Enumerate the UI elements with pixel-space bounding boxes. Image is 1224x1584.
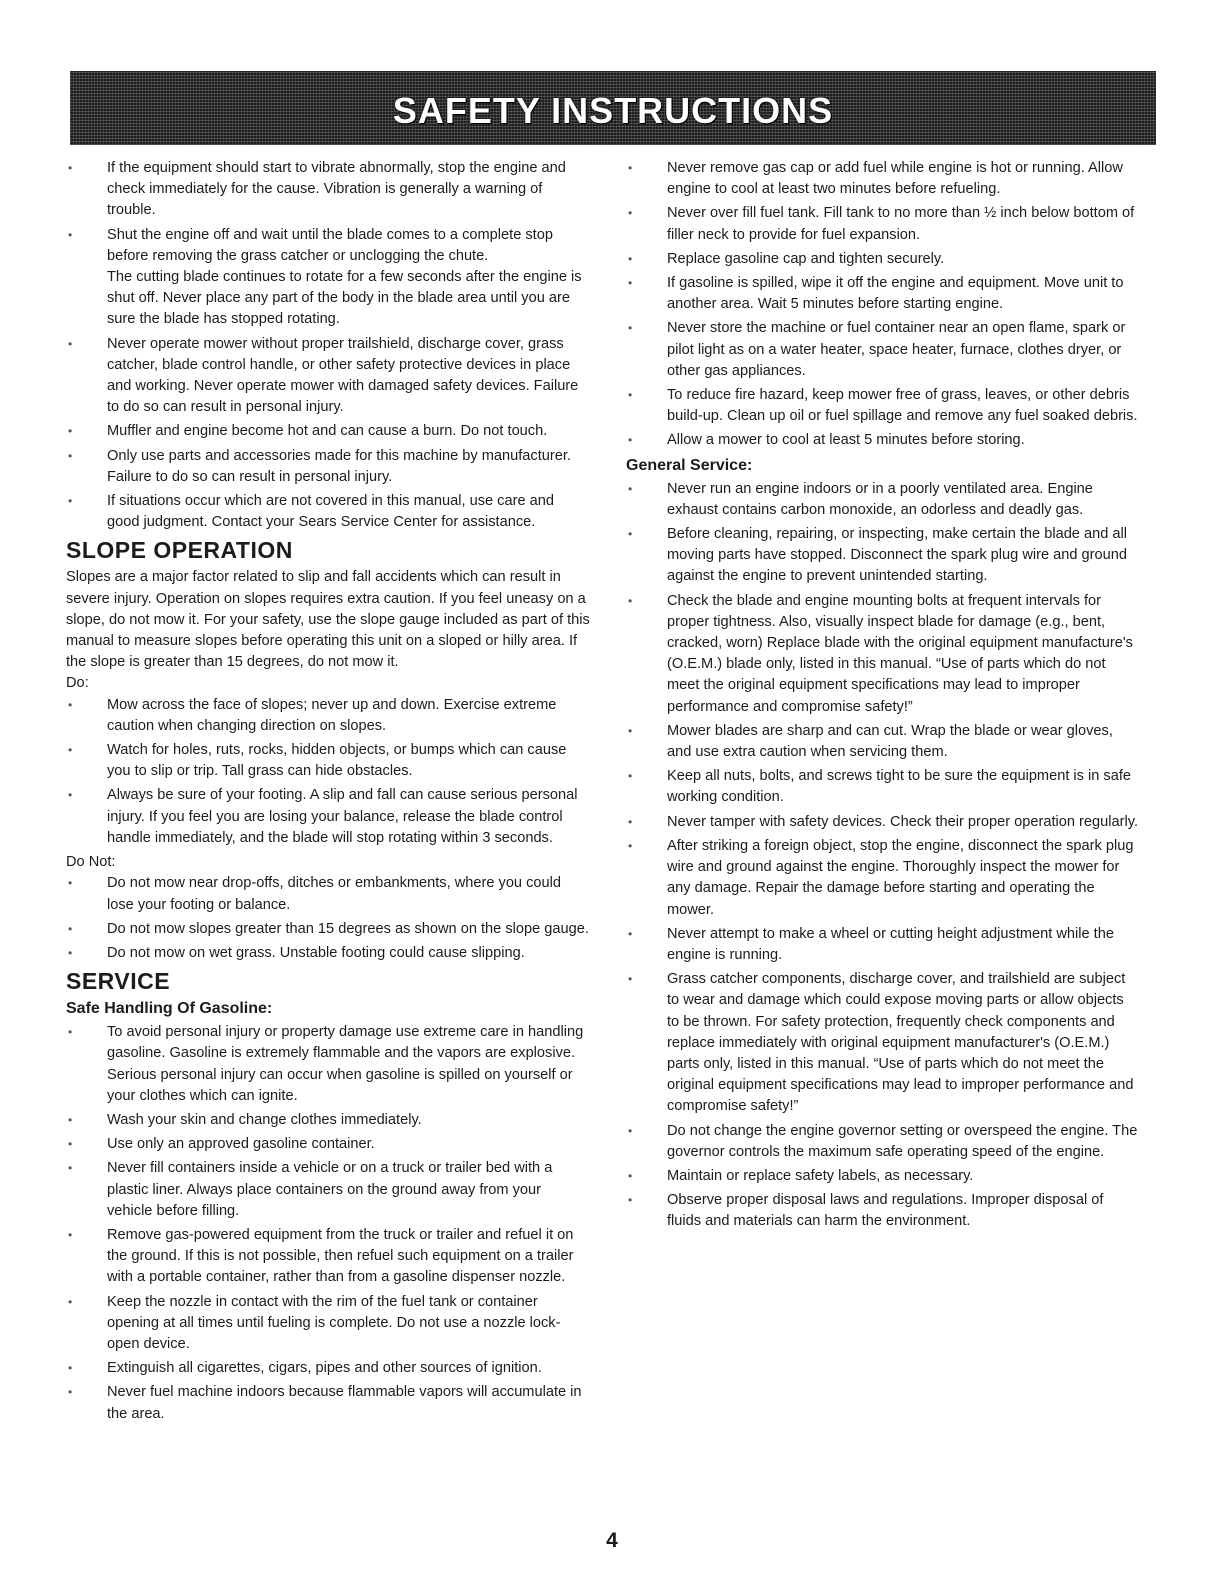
list-item-note: The cutting blade continues to rotate for a few seconds after the engine is shut off. Never place any part of the body in the blade area until you are sure the blade has stopped rotating. (107, 269, 582, 328)
list-item: • Always be sure of your footing. A slip and fall can cause serious personal injury. If you feel you are losing your balance, release the blade control handle immediately, and the blade will stop rotating within 3 seconds. (66, 785, 590, 849)
list-item: • Never operate mower without proper trailshield, discharge cover, grass catcher, blade control handle, or other safety protective devices in place and working. Never operate mower with damaged safety devices. Failure to do so can result in personal injury. (66, 334, 590, 419)
list-item: • To reduce fire hazard, keep mower free of grass, leaves, or other debris build-up. Clean up oil or fuel spillage and remove any fuel soaked debris. (626, 385, 1138, 427)
list-item: • Check the blade and engine mounting bolts at frequent intervals for proper tightness. Also, visually inspect blade for damage (e.g., bent, cracked, worn) Replace blade with the original equipment manufacture's (O.E.M.) blade only, listed in this manual. “Use of parts which do not meet the original equipment specifications may lead to improper performance and compromise safety!” (626, 591, 1138, 718)
list-item: • Never run an engine indoors or in a poorly ventilated area. Engine exhaust contains carbon monoxide, an odorless and deadly gas. (626, 479, 1138, 521)
do-not-label: Do Not: (66, 854, 116, 871)
list-item: • Mow across the face of slopes; never up and down. Exercise extreme caution when changing direction on slopes. (66, 695, 590, 737)
slope-do-list (66, 695, 590, 849)
general-service-list (626, 479, 1138, 1233)
do-label: Do: (66, 675, 89, 692)
list-item: • Never fuel machine indoors because flammable vapors will accumulate in the area. (66, 1382, 590, 1424)
list-item: • Use only an approved gasoline container. (66, 1134, 590, 1155)
list-item: • Allow a mower to cool at least 5 minutes before storing. (626, 430, 1138, 451)
gasoline-handling-subheading: Safe Handling Of Gasoline: (66, 1000, 273, 1018)
list-item (66, 225, 590, 331)
list-item: • Do not change the engine governor setting or overspeed the engine. The governor controls the maximum safe operating speed of the engine. (626, 1121, 1138, 1163)
list-item: • If gasoline is spilled, wipe it off the engine and equipment. Move unit to another area. Wait 5 minutes before starting engine. (626, 273, 1138, 315)
list-item: • Only use parts and accessories made for this machine by manufacturer. Failure to do so can result in personal injury. (66, 446, 590, 488)
list-item: • If the equipment should start to vibrate abnormally, stop the engine and check immediately for the cause. Vibration is generally a warning of trouble. (66, 158, 590, 222)
list-item: • To avoid personal injury or property damage use extreme care in handling gasoline. Gasoline is extremely flammable and the vapors are explosive. Serious personal injury can occur when gasoline is spilled on yourself or your clothes which can ignite. (66, 1022, 590, 1107)
list-item: • Remove gas-powered equipment from the truck or trailer and refuel it on the ground. If this is not possible, then refuel such equipment on a trailer with a portable container, rather than from a gasoline dispenser nozzle. (66, 1225, 590, 1289)
gasoline-handling-list (66, 1022, 590, 1425)
list-item: • Extinguish all cigarettes, cigars, pipes and other sources of ignition. (66, 1358, 590, 1379)
left-column (66, 158, 590, 1428)
list-item: • Never over fill fuel tank. Fill tank to no more than ½ inch below bottom of filler neck to provide for fuel expansion. (626, 203, 1138, 245)
list-item: • Watch for holes, ruts, rocks, hidden objects, or bumps which can cause you to slip or trip. Tall grass can hide obstacles. (66, 740, 590, 782)
general-safety-list (66, 158, 590, 533)
list-item: • Do not mow on wet grass. Unstable footing could cause slipping. (66, 943, 590, 964)
slope-operation-text: Slopes are a major factor related to slip and fall accidents which can result in severe injury. Operation on slopes requires extra caution. If you feel uneasy on a slope, do not mow it. For your safety, use the slope gauge included as part of this manual to measure slopes before operating this unit on a sloped or hilly area. If the slope is greater than 15 degrees, do not mow it. (66, 569, 590, 671)
list-item: • Never attempt to make a wheel or cutting height adjustment while the engine is running. (626, 924, 1138, 966)
list-item: • Never tamper with safety devices. Check their proper operation regularly. (626, 812, 1138, 833)
list-item: • Never remove gas cap or add fuel while engine is hot or running. Allow engine to cool at least two minutes before refueling. (626, 158, 1138, 200)
list-item: • Maintain or replace safety labels, as necessary. (626, 1166, 1138, 1187)
general-service-subheading: General Service: (626, 456, 753, 474)
list-item: • Muffler and engine become hot and can cause a burn. Do not touch. (66, 421, 590, 442)
safety-instructions-banner (70, 71, 1156, 145)
list-item: • Keep the nozzle in contact with the rim of the fuel tank or container opening at all times until fueling is complete. Do not use a nozzle lock-open device. (66, 1292, 590, 1356)
list-item: • Wash your skin and change clothes immediately. (66, 1110, 590, 1131)
list-item: • Do not mow slopes greater than 15 degrees as shown on the slope gauge. (66, 919, 590, 940)
list-item: • Before cleaning, repairing, or inspecting, make certain the blade and all moving parts have stopped. Disconnect the spark plug wire and ground against the engine to prevent unintended starting. (626, 524, 1138, 588)
list-item: • Mower blades are sharp and can cut. Wrap the blade or wear gloves, and use extra caution when servicing them. (626, 721, 1138, 763)
list-item: • Observe proper disposal laws and regulations. Improper disposal of fluids and materials can harm the environment. (626, 1190, 1138, 1232)
list-item: • Never fill containers inside a vehicle or on a truck or trailer bed with a plastic liner. Always place containers on the ground away from your vehicle before filling. (66, 1158, 590, 1222)
slope-operation-heading: SLOPE OPERATION (66, 537, 293, 564)
slope-do-not-list (66, 873, 590, 964)
page-number: 4 (606, 1529, 618, 1552)
service-heading: SERVICE (66, 968, 171, 995)
list-item: • Replace gasoline cap and tighten securely. (626, 249, 1138, 270)
list-item: • Never store the machine or fuel container near an open flame, spark or pilot light as on a water heater, space heater, furnace, clothes dryer, or other gas appliances. (626, 318, 1138, 382)
page-title: SAFETY INSTRUCTIONS (392, 90, 834, 131)
list-item: • Keep all nuts, bolts, and screws tight to be sure the equipment is in safe working condition. (626, 766, 1138, 808)
list-item: • Grass catcher components, discharge cover, and trailshield are subject to wear and damage which could expose moving parts or allow objects to be thrown. For safety protection, frequently check components and replace immediately with original equipment manufacturer's (O.E.M.) parts only, listed in this manual. “Use of parts which do not meet the original equipment specifications may lead to improper performance and compromise safety!” (626, 969, 1138, 1117)
list-item: • After striking a foreign object, stop the engine, disconnect the spark plug wire and ground against the engine. Thoroughly inspect the mower for any damage. Repair the damage before starting and operating the mower. (626, 836, 1138, 921)
list-item: • If situations occur which are not covered in this manual, use care and good judgment. Contact your Sears Service Center for assistance. (66, 491, 590, 533)
list-item: • Do not mow near drop-offs, ditches or embankments, where you could lose your footing or balance. (66, 873, 590, 915)
fuel-safety-list (626, 158, 1138, 452)
list-item-text: Shut the engine off and wait until the blade comes to a complete stop before removing the grass catcher or unclogging the chute. (107, 226, 553, 264)
right-column (626, 158, 1138, 1236)
